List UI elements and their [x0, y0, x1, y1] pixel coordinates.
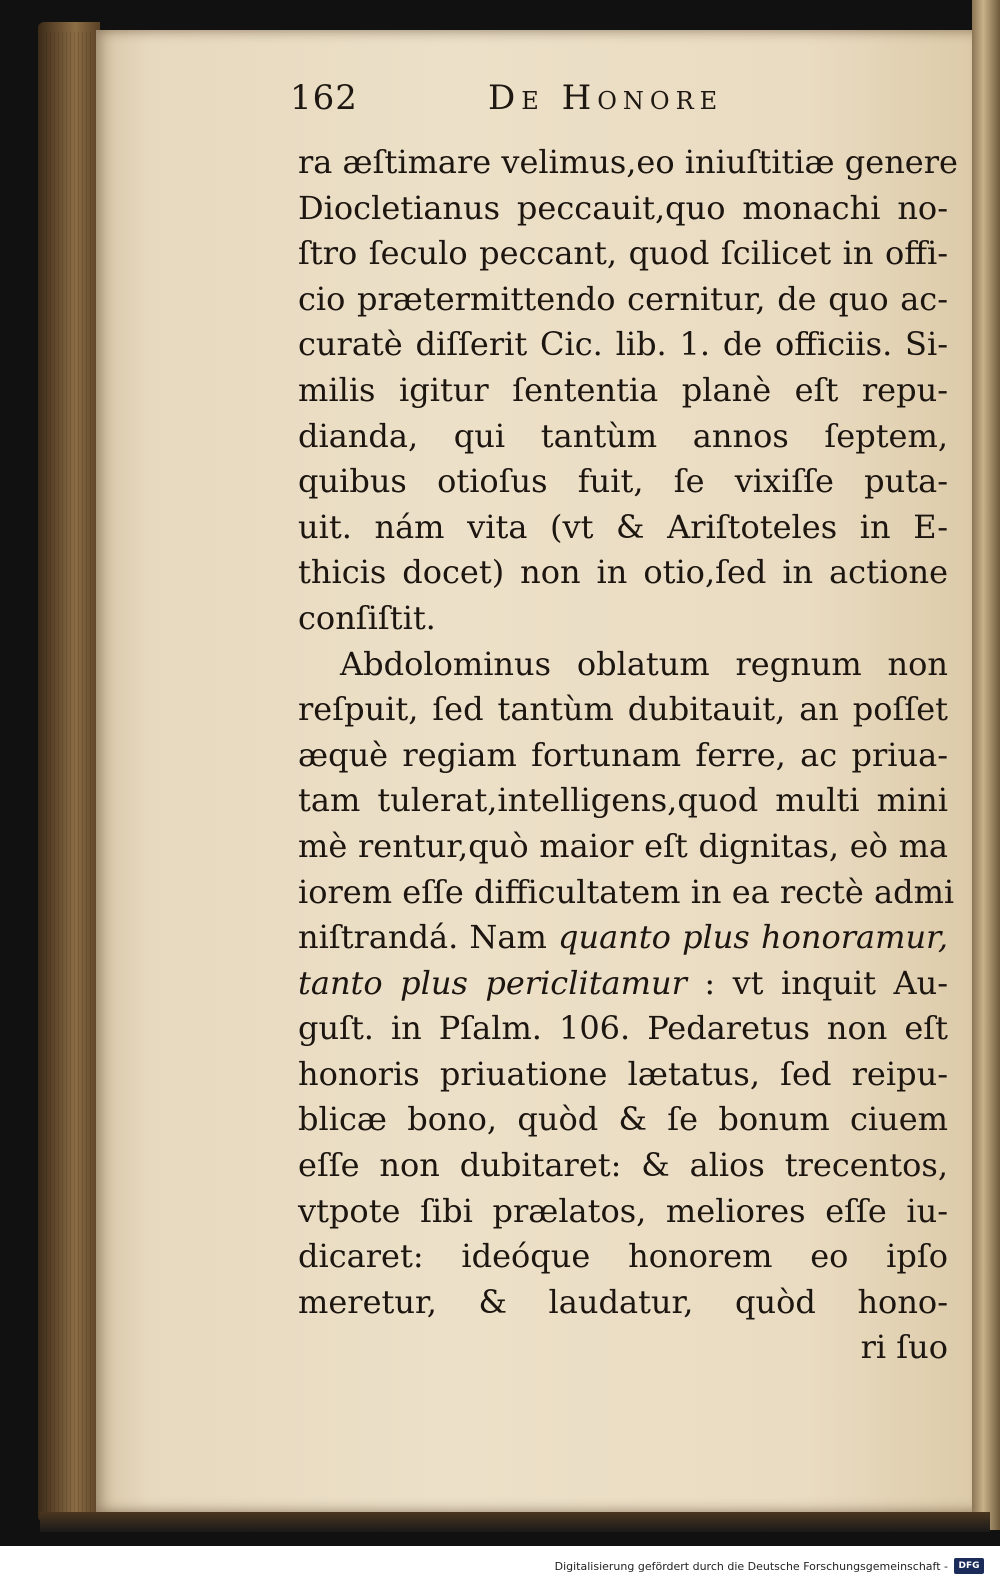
italic-quote: tanto plus periclitamur [298, 963, 687, 1002]
text-line: conſiſtit. [298, 598, 436, 637]
running-title: De Honore [488, 78, 724, 118]
text-segment: niſtrandá. Nam [298, 918, 547, 957]
funding-credit: Digitalisierung gefördert durch die Deutsche Forschungsgemeinschaft - [554, 1560, 948, 1573]
text-line: iorem eſſe difficultatem in ea rectè admi [298, 872, 955, 911]
catchword: ri ſuo [860, 1328, 948, 1367]
text-line: mè rentur,quò maior eſt dignitas, eò ma [298, 826, 948, 865]
text-line: æquè regiam fortunam ferre, ac priua- [298, 735, 948, 774]
text-line: ra æſtimare velimus,eo iniuſtitiæ genere [298, 143, 958, 181]
text-line: honoris priuatione lætatus, ſed reipu- [298, 1054, 948, 1093]
text-segment: : vt inquit Au- [704, 963, 949, 1002]
text-line [298, 961, 948, 1007]
text-line: Diocletianus peccauit,quo monachi no- [298, 188, 948, 227]
text-line: reſpuit, ſed tantùm dubitauit, an poſſet [298, 690, 948, 729]
text-line: milis igitur ſententia planè eſt repu- [298, 370, 948, 409]
text-line: cio prætermittendo cernitur, de quo ac- [298, 279, 948, 318]
text-line: thicis docet) non in otio,ſed in actione [298, 553, 948, 592]
text-line: vtpote ſibi prælatos, meliores eſſe iu- [298, 1191, 948, 1230]
text-line: curatè diſſerit Cic. lib. 1. de officiis. Si- [298, 325, 948, 364]
text-line: dicaret: ideóque honorem eo ipſo [298, 1237, 948, 1276]
text-line: dianda, qui tantùm annos ſeptem, [298, 416, 948, 455]
text-line: eſſe non dubitaret: & alios trecentos, [298, 1146, 948, 1185]
page-bottom-shadow [40, 1512, 990, 1532]
text-line [298, 915, 948, 961]
text-line: ſtro ſeculo peccant, quod ſcilicet in offi- [298, 234, 948, 273]
page-number: 162 [290, 78, 358, 118]
body-text [298, 140, 958, 1371]
text-line: meretur, & laudatur, quòd hono- [298, 1282, 948, 1321]
italic-quote: quanto plus honoramur, [558, 918, 948, 957]
page-fold-edge [972, 0, 1000, 1530]
dfg-logo-icon: DFG [954, 1558, 984, 1574]
footer-bar [0, 1546, 1000, 1586]
text-line: blicæ bono, quòd & ſe bonum ciuem [298, 1100, 948, 1139]
text-line: guſt. in Pſalm. 106. Pedaretus non eſt [298, 1009, 948, 1048]
text-line: uit. nám vita (vt & Ariſtoteles in E- [298, 507, 948, 546]
text-line: tam tulerat,intelligens,quod multi mini [298, 781, 948, 820]
book-edge [38, 22, 100, 1522]
text-line: quibus otioſus fuit, ſe vixiſſe puta- [298, 462, 948, 501]
text-line: Abdolominus oblatum regnum non [340, 644, 948, 683]
running-head [290, 78, 810, 128]
